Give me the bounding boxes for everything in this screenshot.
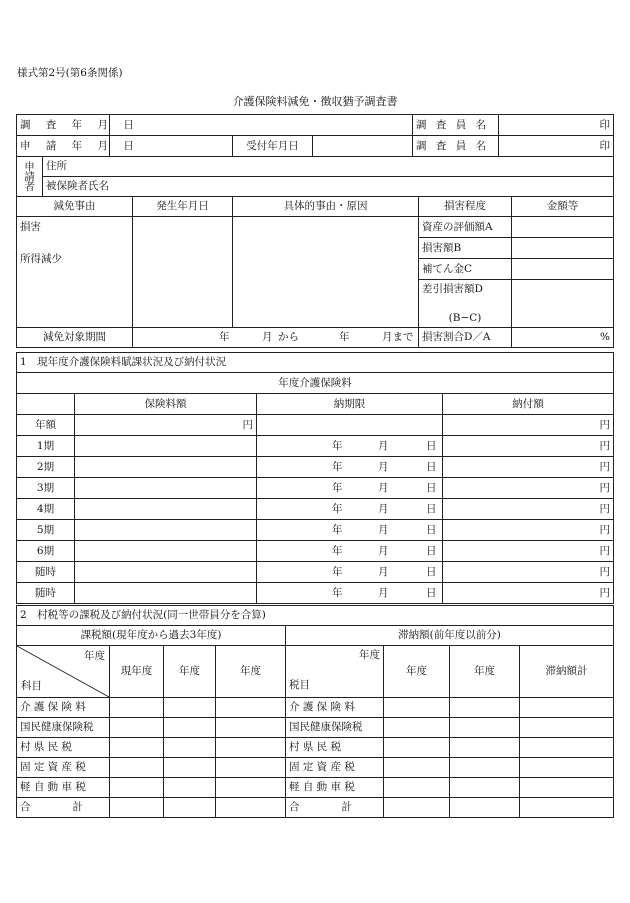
tax-item-row: [17, 738, 614, 758]
arrears-amount-value[interactable]: [450, 778, 520, 798]
section1-blank-header: [17, 394, 75, 415]
arrears-item-label: 合 計: [286, 798, 384, 818]
address-field[interactable]: [43, 157, 614, 177]
tax-amount-value[interactable]: [110, 698, 164, 718]
tax-amount-value[interactable]: [216, 698, 286, 718]
due-day: 日: [426, 460, 437, 473]
survey-staff-label-2: 調 査 員 名: [413, 136, 499, 157]
tax-item-label: 村 県 民 税: [17, 738, 110, 758]
tax-amount-value[interactable]: [110, 758, 164, 778]
arrears-amount-value[interactable]: [450, 698, 520, 718]
installment-due-value[interactable]: [257, 499, 443, 520]
damage-amount-value[interactable]: [512, 238, 614, 259]
arrears-year-header-2: 年度: [450, 646, 520, 698]
ratio-value[interactable]: %: [512, 328, 614, 348]
premium-status-table: [16, 352, 614, 604]
tax-amount-header: 課税額(現年度から過去3年度): [17, 626, 286, 646]
arrears-item-label: 固 定 資 産 税: [286, 758, 384, 778]
tax-amount-value[interactable]: [164, 698, 216, 718]
tax-amount-value[interactable]: [110, 718, 164, 738]
installment-row: [17, 583, 614, 604]
applicant-table: [16, 156, 614, 348]
address-label: 住所: [46, 160, 67, 172]
installment-premium-value[interactable]: [75, 436, 257, 457]
annual-paid-value[interactable]: 円: [443, 415, 614, 436]
due-year: 年: [332, 586, 343, 599]
arrears-item-label: 国民健康保険税: [286, 718, 384, 738]
diag-year-label: 年度: [84, 650, 105, 662]
due-day: 日: [426, 439, 437, 452]
arrears-item-label: 村 県 民 税: [286, 738, 384, 758]
arrears-taxitem-label: 税目: [289, 679, 310, 691]
due-day: 日: [426, 523, 437, 536]
arrears-amount-value[interactable]: [384, 778, 450, 798]
ratio-label: 損害割合D／A: [419, 328, 512, 348]
tax-item-label: 軽 自 動 車 税: [17, 778, 110, 798]
insured-name-label: 被保険者氏名: [46, 180, 109, 192]
period-until: 月まで: [382, 331, 414, 343]
installment-label: 随時: [17, 583, 75, 604]
installment-paid-value[interactable]: 円: [443, 499, 614, 520]
due-month: 月: [378, 544, 389, 557]
section1-title: 1 現年度介護保険料賦課状況及び納付状況: [17, 353, 614, 373]
arrears-header: 滞納額(前年度以前分): [286, 626, 614, 646]
due-day: 日: [426, 565, 437, 578]
arrears-amount-value[interactable]: [520, 718, 614, 738]
header-cause: 具体的事由・原因: [233, 197, 419, 217]
tax-amount-value[interactable]: [216, 738, 286, 758]
tax-item-label: 固 定 資 産 税: [17, 758, 110, 778]
period-value[interactable]: [133, 328, 419, 348]
installment-label: 3期: [17, 478, 75, 499]
tax-amount-value[interactable]: [216, 758, 286, 778]
tax-amount-value[interactable]: [216, 778, 286, 798]
applicant-label: 申請者: [17, 157, 43, 197]
arrears-year-label: 年度: [359, 649, 380, 661]
arrears-amount-value[interactable]: [384, 798, 450, 818]
survey-staff-seal[interactable]: 印: [499, 115, 614, 136]
period-from: から: [278, 331, 299, 343]
tax-amount-value[interactable]: [164, 718, 216, 738]
header-damage-level: 損害程度: [419, 197, 512, 217]
diag-item-label: 科目: [21, 680, 42, 692]
net-damage-value[interactable]: [512, 280, 614, 328]
due-year: 年: [332, 565, 343, 578]
due-year: 年: [332, 544, 343, 557]
installment-row: [17, 436, 614, 457]
net-damage-text: 差引損害額D: [422, 283, 483, 295]
asset-value-label: 資産の評価額A: [419, 217, 512, 238]
installment-label: 1期: [17, 436, 75, 457]
survey-info-table: [16, 114, 614, 157]
tax-amount-value[interactable]: [110, 798, 164, 818]
arrears-item-label: 介 護 保 険 料: [286, 698, 384, 718]
arrears-year-header-1: 年度: [384, 646, 450, 698]
installment-paid-value[interactable]: 円: [443, 436, 614, 457]
tax-amount-value[interactable]: [216, 798, 286, 818]
header-paid: 納付額: [443, 394, 614, 415]
form-number: 様式第2号(第6条関係): [17, 67, 123, 79]
prev-year-header-1: 年度: [164, 646, 216, 698]
installment-due-value[interactable]: [257, 436, 443, 457]
due-day: 日: [426, 481, 437, 494]
occurred-date-value[interactable]: [133, 217, 233, 328]
tax-amount-value[interactable]: [164, 798, 216, 818]
header-due-date: 納期限: [257, 394, 443, 415]
installment-row: [17, 478, 614, 499]
due-year: 年: [332, 460, 343, 473]
header-premium: 保険料額: [75, 394, 257, 415]
due-year: 年: [332, 523, 343, 536]
receipt-date-value[interactable]: [313, 136, 413, 157]
installment-due-value[interactable]: [257, 562, 443, 583]
installment-due-value[interactable]: [257, 520, 443, 541]
compensation-label: 補てん金C: [419, 259, 512, 280]
installment-row: [17, 541, 614, 562]
installment-due-value[interactable]: [257, 478, 443, 499]
current-year-header: 現年度: [110, 646, 164, 698]
due-year: 年: [332, 439, 343, 452]
arrears-amount-value[interactable]: [520, 738, 614, 758]
tax-status-table: [16, 605, 614, 818]
due-month: 月: [378, 523, 389, 536]
tax-item-label: 合 計: [17, 798, 110, 818]
header-reason: 減免事由: [17, 197, 133, 217]
installment-due-value[interactable]: [257, 541, 443, 562]
tax-item-row: [17, 798, 614, 818]
section2-title: 2 村税等の課税及び納付状況(同一世帯員分を合算): [17, 606, 614, 626]
installment-paid-value[interactable]: 円: [443, 520, 614, 541]
reason-cell[interactable]: [17, 217, 133, 328]
tax-item-row: [17, 698, 614, 718]
compensation-value[interactable]: [512, 259, 614, 280]
due-month: 月: [378, 502, 389, 515]
annual-due-value[interactable]: [257, 415, 443, 436]
insured-name-field[interactable]: [43, 177, 614, 197]
due-day: 日: [426, 586, 437, 599]
header-occurred-date: 発生年月日: [133, 197, 233, 217]
arrears-total-header: 滞納額計: [520, 646, 614, 698]
arrears-amount-value[interactable]: [384, 738, 450, 758]
installment-premium-value[interactable]: [75, 478, 257, 499]
tax-amount-value[interactable]: [164, 778, 216, 798]
due-month: 月: [378, 565, 389, 578]
apply-date-label: 申 請 年 月 日: [17, 136, 110, 157]
survey-staff-seal-2[interactable]: 印: [499, 136, 614, 157]
tax-item-label: 国民健康保険税: [17, 718, 110, 738]
reason-income: 所得減少: [20, 253, 62, 265]
installment-paid-value[interactable]: 円: [443, 478, 614, 499]
tax-amount-value[interactable]: [216, 718, 286, 738]
header-amount: 金額等: [512, 197, 614, 217]
installment-label: 4期: [17, 499, 75, 520]
installment-premium-value[interactable]: [75, 583, 257, 604]
reason-damage: 損害: [20, 221, 41, 233]
tax-amount-value[interactable]: [164, 738, 216, 758]
due-month: 月: [378, 439, 389, 452]
arrears-amount-value[interactable]: [384, 758, 450, 778]
due-day: 日: [426, 544, 437, 557]
annual-label: 年額: [17, 415, 75, 436]
prev-year-header-2: 年度: [216, 646, 286, 698]
installment-premium-value[interactable]: [75, 520, 257, 541]
asset-value-amount[interactable]: [512, 217, 614, 238]
installment-row: [17, 562, 614, 583]
due-month: 月: [378, 460, 389, 473]
installment-row: [17, 457, 614, 478]
due-day: 日: [426, 502, 437, 515]
installment-label: 6期: [17, 541, 75, 562]
arrears-amount-value[interactable]: [384, 698, 450, 718]
annual-premium-value[interactable]: 円: [75, 415, 257, 436]
period-month-1: 月: [262, 331, 273, 343]
arrears-amount-value[interactable]: [520, 758, 614, 778]
due-year: 年: [332, 481, 343, 494]
period-year-1: 年: [219, 331, 230, 343]
arrears-amount-value[interactable]: [450, 798, 520, 818]
tax-item-row: [17, 718, 614, 738]
survey-staff-label: 調 査 員 名: [413, 115, 499, 136]
tax-amount-value[interactable]: [164, 758, 216, 778]
period-label: 減免対象期間: [17, 328, 133, 348]
arrears-item-label: 軽 自 動 車 税: [286, 778, 384, 798]
installment-paid-value[interactable]: 円: [443, 541, 614, 562]
cause-value[interactable]: [233, 217, 419, 328]
arrears-amount-value[interactable]: [450, 758, 520, 778]
tax-amount-value[interactable]: [110, 778, 164, 798]
installment-row: [17, 520, 614, 541]
arrears-amount-value[interactable]: [520, 798, 614, 818]
installment-due-value[interactable]: [257, 583, 443, 604]
tax-item-label: 介 護 保 険 料: [17, 698, 110, 718]
tax-item-row: [17, 758, 614, 778]
arrears-amount-value[interactable]: [520, 698, 614, 718]
due-month: 月: [378, 481, 389, 494]
arrears-taxitem-header: [286, 646, 384, 698]
net-damage-formula: (B−C): [448, 312, 482, 324]
tax-amount-value[interactable]: [110, 738, 164, 758]
installment-paid-value[interactable]: 円: [443, 562, 614, 583]
survey-date-label: 調 査 年 月 日: [17, 115, 110, 136]
installment-paid-value[interactable]: 円: [443, 583, 614, 604]
installment-due-value[interactable]: [257, 457, 443, 478]
tax-item-row: [17, 778, 614, 798]
installment-premium-value[interactable]: [75, 499, 257, 520]
arrears-amount-value[interactable]: [520, 778, 614, 798]
year-item-diagonal-cell: [17, 646, 110, 698]
net-damage-label: [419, 280, 512, 328]
due-year: 年: [332, 502, 343, 515]
installment-label: 随時: [17, 562, 75, 583]
installment-premium-value[interactable]: [75, 457, 257, 478]
installment-row: [17, 499, 614, 520]
damage-amount-label: 損害額B: [419, 238, 512, 259]
period-year-2: 年: [339, 331, 350, 343]
receipt-date-label: 受付年月日: [233, 136, 313, 157]
arrears-amount-value[interactable]: [450, 738, 520, 758]
due-month: 月: [378, 586, 389, 599]
installment-premium-value[interactable]: [75, 562, 257, 583]
survey-date-value[interactable]: [110, 115, 413, 136]
page-title: 介護保険料減免・徴収猶予調査書: [232, 95, 398, 108]
section1-subtitle: 年度介護保険料: [17, 373, 614, 394]
arrears-amount-value[interactable]: [384, 718, 450, 738]
installment-paid-value[interactable]: 円: [443, 457, 614, 478]
installment-label: 5期: [17, 520, 75, 541]
installment-premium-value[interactable]: [75, 541, 257, 562]
arrears-amount-value[interactable]: [450, 718, 520, 738]
installment-label: 2期: [17, 457, 75, 478]
